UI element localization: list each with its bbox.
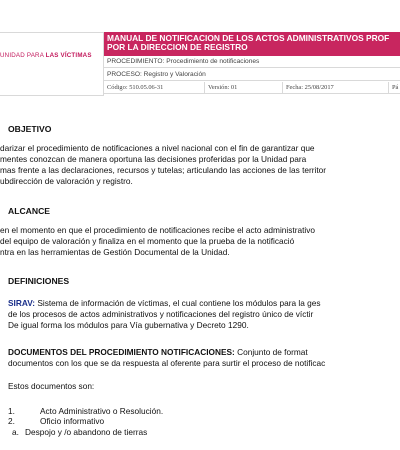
docs-rest: Conjunto de format xyxy=(234,347,308,357)
logo-prefix: UNIDAD PARA xyxy=(0,52,44,59)
logo-cell xyxy=(0,32,104,96)
fecha: Fecha: 25/08/2017 xyxy=(282,82,334,93)
meta-row xyxy=(104,82,400,94)
title-line-1: MANUAL DE NOTIFICACION DE LOS ACTOS ADMINISTRATIVOS PROF xyxy=(107,33,390,43)
sirav-text-1: Sistema de información de víctimas, el cual contiene los módulos para la ges xyxy=(35,298,321,308)
proceso-row: PROCESO: Registro y Valoración xyxy=(104,69,400,81)
procedimiento-row: PROCEDIMIENTO: Procedimiento de notificaciones xyxy=(104,56,400,68)
estos-documentos: Estos documentos son: xyxy=(8,381,95,391)
objetivo-line-2: mentes conozcan de manera oportuna las decisiones proferidas por la Unidad para xyxy=(0,154,307,164)
sirav-line-1 xyxy=(8,298,321,308)
sublist-item-a-letter: a. xyxy=(12,427,19,437)
alcance-line-1: en el momento en que el procedimiento de notificaciones recibe el acto administrativo xyxy=(0,225,315,235)
definiciones-heading: DEFINICIONES xyxy=(8,276,70,286)
logo xyxy=(0,52,92,59)
logo-bold: LAS VÍCTIMAS xyxy=(45,52,92,59)
objetivo-line-3: mas frente a las declaraciones, recursos y tutelas; articulando las acciones de las territor xyxy=(0,165,327,175)
list-item-1-num: 1. xyxy=(8,406,15,416)
version: Versión: 01 xyxy=(204,82,237,93)
docs-line-1 xyxy=(8,347,308,357)
list-item-1: Acto Administrativo o Resolución. xyxy=(40,406,164,416)
codigo: Código: 510.05.06-31 xyxy=(107,84,164,91)
sublist-item-a: Despojo y /o abandono de tierras xyxy=(25,427,148,437)
docs-term: DOCUMENTOS DEL PROCEDIMIENTO NOTIFICACIONES: xyxy=(8,347,235,357)
title-line-2: POR LA DIRECCION DE REGISTRO xyxy=(107,42,248,53)
alcance-line-3: ntra en las herramientas de Gestión Documental de la Unidad. xyxy=(0,247,230,257)
pagina: Pá xyxy=(388,82,398,93)
list-item-2-num: 2. xyxy=(8,416,15,426)
document-title xyxy=(104,32,400,56)
objetivo-line-1: darizar el procedimiento de notificaciones a nivel nacional con el fin de garantizar que xyxy=(0,143,315,153)
list-item-2: Oficio informativo xyxy=(40,416,105,426)
sirav-term: SIRAV: xyxy=(8,298,36,308)
docs-line-2: documentos con los que se da respuesta al oferente para surtir el proceso de notificac xyxy=(8,358,326,368)
objetivo-line-4: ubdirección de valoración y registro. xyxy=(0,176,133,186)
sirav-line-3: De igual forma los módulos para Vía gubernativa y Decreto 1290. xyxy=(8,320,249,330)
objetivo-heading: OBJETIVO xyxy=(8,124,52,134)
sirav-line-2: de los procesos de actos administrativos y notificaciones del registro único de víctir xyxy=(8,309,314,319)
alcance-heading: ALCANCE xyxy=(8,206,51,216)
alcance-line-2: del equipo de valoración y finaliza en el momento que la prueba de la notificació xyxy=(0,236,295,246)
